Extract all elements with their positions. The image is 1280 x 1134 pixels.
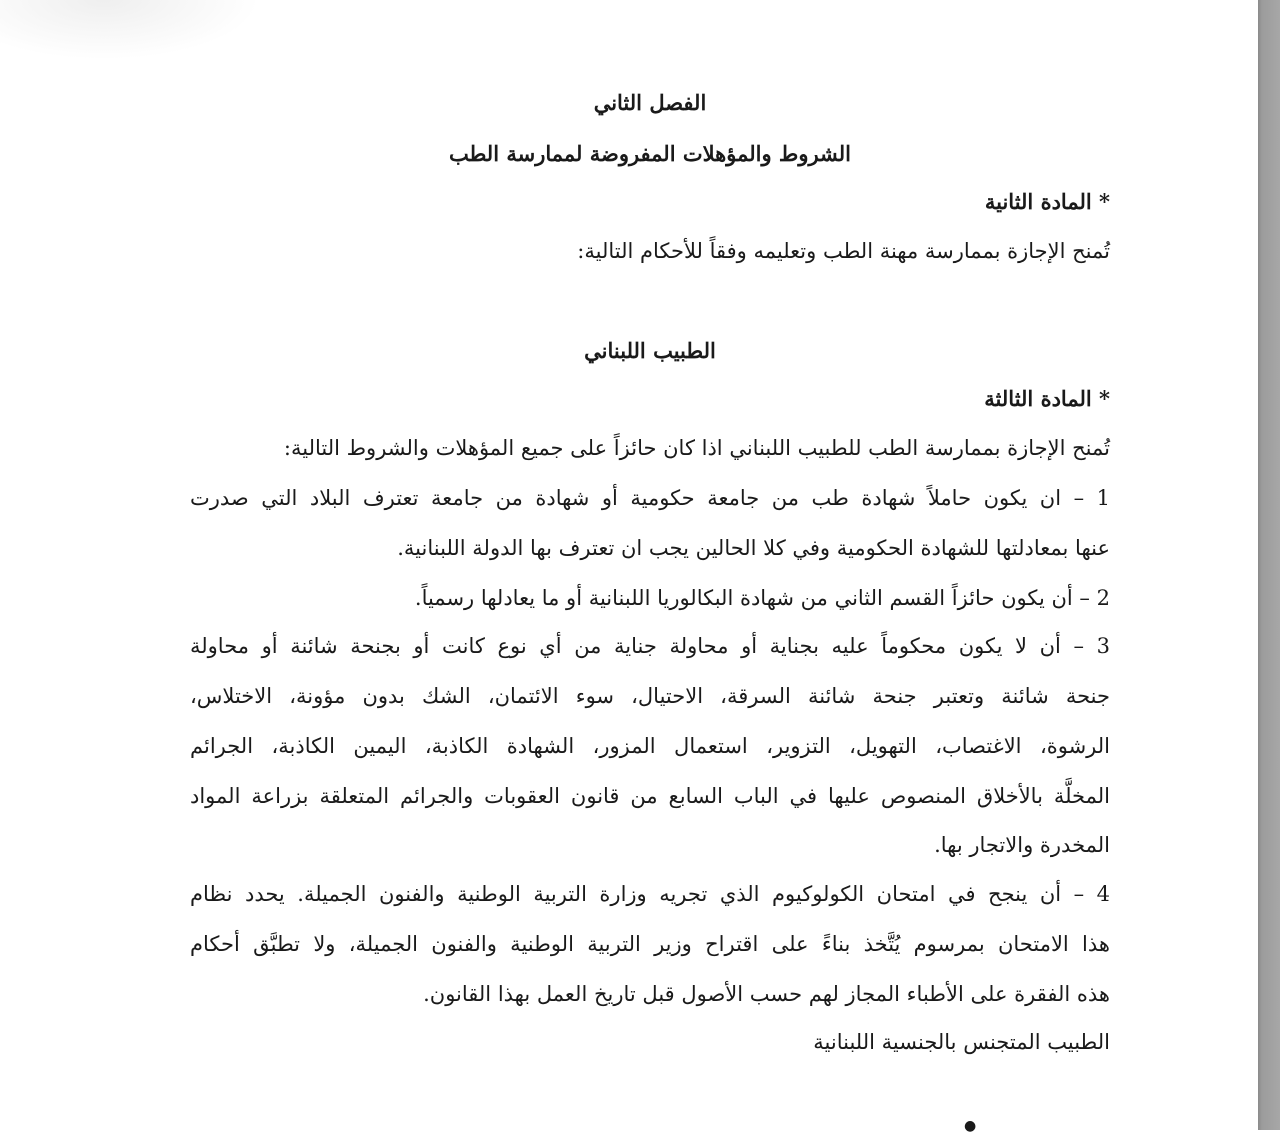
article-3-item-2-line-1: 2 – أن يكون حائزاً القسم الثاني من شهادة البكالوريا اللبنانية أو ما يعادلها رسمياً.: [414, 586, 1110, 610]
article-3-item-4-line-1: 4 – أن ينجح في امتحان الكولوكيوم الذي تجريه وزارة التربية الوطنية والفنون الجميلة. يحدد نظام: [190, 882, 1111, 906]
cut-off-text-fragment: ●: [964, 1118, 977, 1134]
article-3-item-3-line-3: الرشوة، الاغتصاب، التهويل، التزوير، استعمال المزور، الشهادة الكاذبة، اليمين الكاذبة، الجرائم: [190, 734, 1110, 758]
article-3-item-1-line-2: عنها بمعادلتها للشهادة الحكومية وفي كلا الحالين يجب ان تعترف بها الدولة اللبنانية.: [397, 536, 1110, 560]
article-3-item-4-line-3: هذه الفقرة على الأطباء المجاز لهم حسب الأصول قبل تاريخ العمل بهذا القانون.: [423, 982, 1110, 1006]
article-3-item-3-line-4: المخلَّة بالأخلاق المنصوص عليها في الباب السابع من قانون العقوبات والجرائم المتعلقة بزراعة المواد: [190, 784, 1110, 808]
chapter-title: الفصل الثاني: [593, 90, 707, 115]
article-3-item-1-line-1: 1 – ان يكون حاملاً شهادة طب من جامعة حكومية أو شهادة من جامعة تعترف البلاد التي صدرت: [190, 486, 1110, 510]
article-2-text: تُمنح الإجازة بممارسة مهنة الطب وتعليمه وفقاً للأحكام التالية:: [577, 239, 1110, 263]
page-corner-shadow: [0, 0, 260, 60]
article-3-item-3-line-1: 3 – أن لا يكون محكوماً عليه بجناية أو محاولة جناية من أي نوع كانت أو بجنحة شائنة أو محاولة: [190, 634, 1110, 658]
page-edge-shadow: [1258, 0, 1280, 1130]
article-2-heading: * المادة الثانية: [984, 189, 1110, 214]
article-3-item-4-line-2: هذا الامتحان بمرسوم يُتَّخذ بناءً على اقتراح وزير التربية الوطنية والفنون الجميلة، ولا تطبَّق أحكام: [190, 932, 1110, 956]
article-3-heading: * المادة الثالثة: [984, 386, 1110, 411]
chapter-subtitle: الشروط والمؤهلات المفروضة لممارسة الطب: [448, 141, 852, 166]
article-3-item-3-line-5: المخدرة والاتجار بها.: [934, 833, 1110, 857]
section-heading-lebanese-doctor: الطبيب اللبناني: [584, 338, 716, 363]
article-3-item-3-line-2: جنحة شائنة وتعتبر جنحة شائنة السرقة، الاحتيال، سوء الائتمان، الشك بدون مؤونة، الاختلاس،: [190, 684, 1110, 708]
article-3-intro: تُمنح الإجازة بممارسة الطب للطبيب اللبناني اذا كان حائزاً على جميع المؤهلات والشروط التالية:: [283, 436, 1110, 460]
naturalized-doctor-heading: الطبيب المتجنس بالجنسية اللبنانية: [813, 1030, 1110, 1054]
